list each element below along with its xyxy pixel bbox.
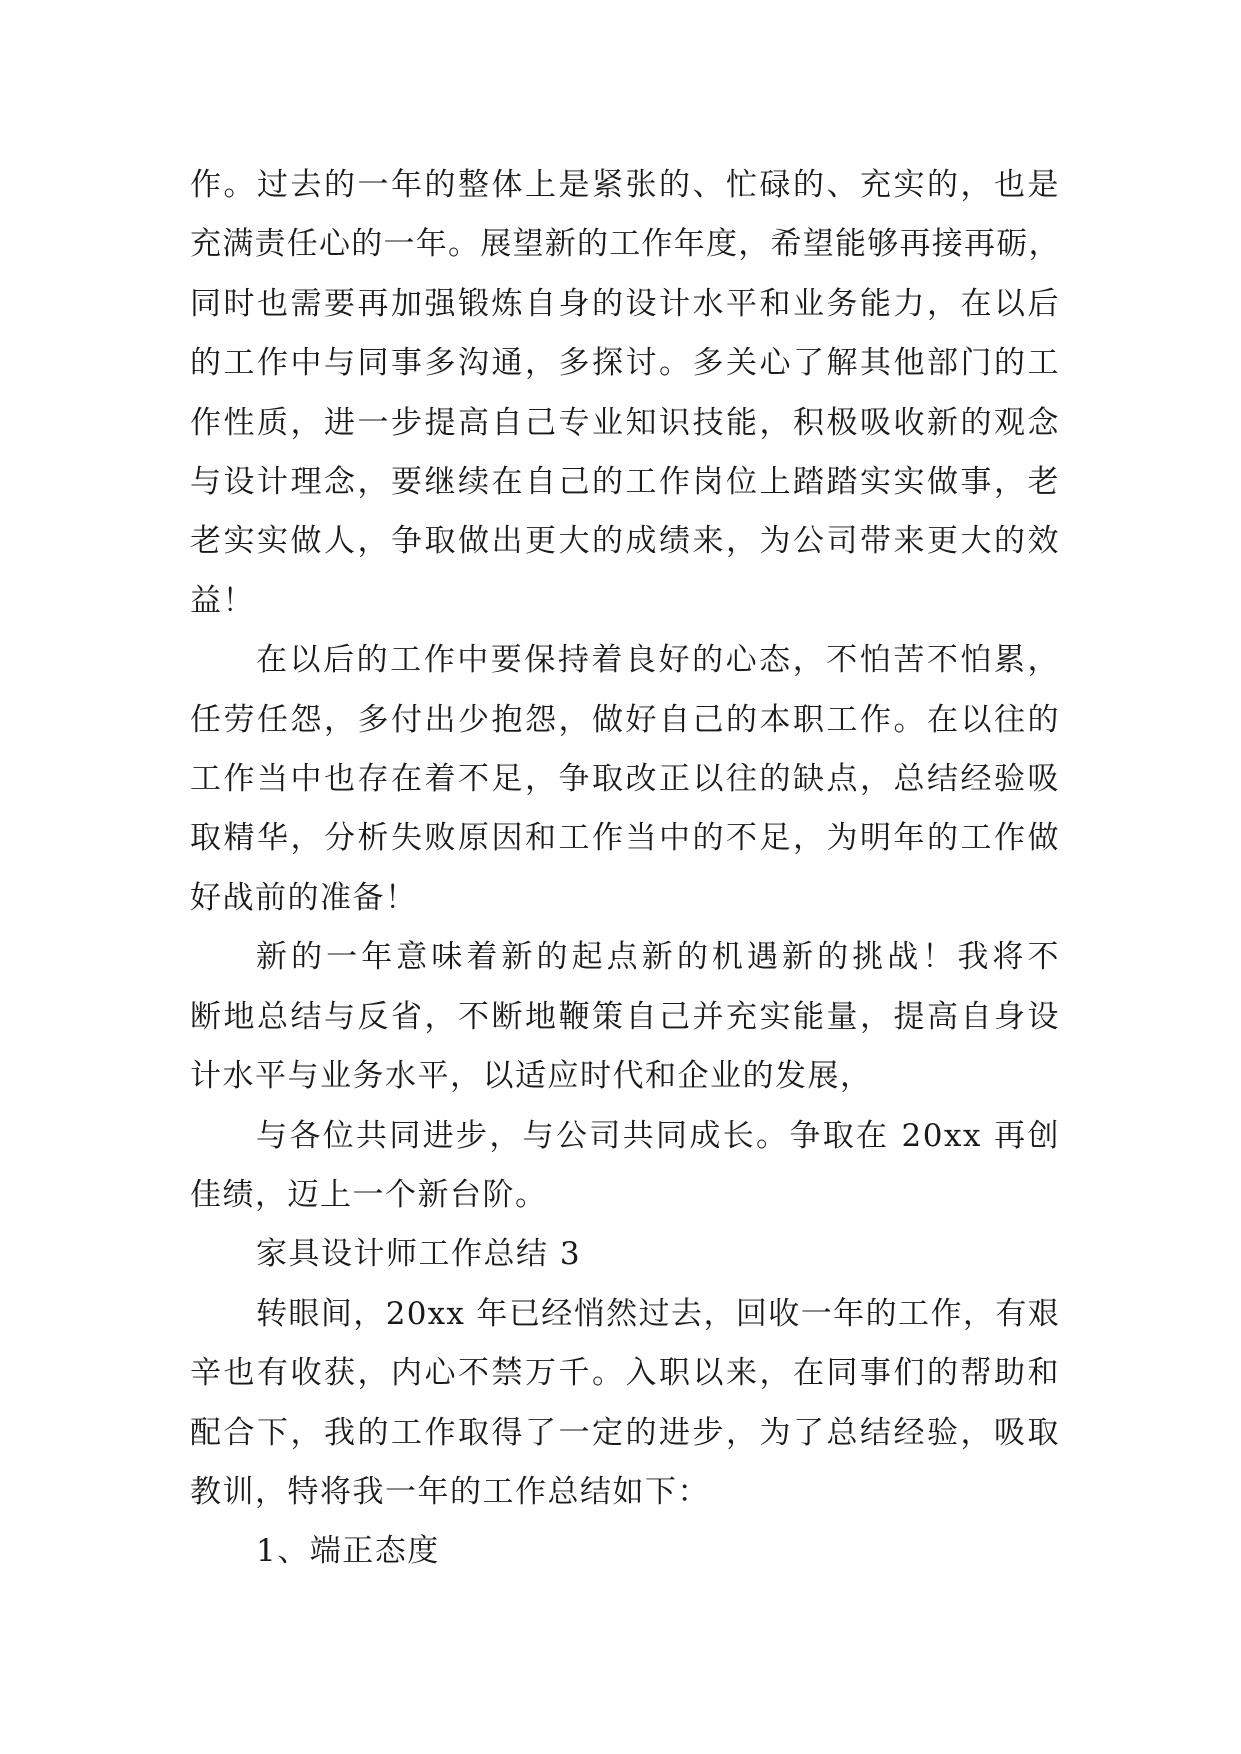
- text-line: 作性质，进一步提高自己专业知识技能，积极吸收新的观念: [190, 404, 1060, 441]
- list-item-heading: [190, 1522, 1060, 1581]
- text-line: 配合下，我的工作取得了一定的进步，为了总结经验，吸取: [190, 1414, 1060, 1451]
- paragraph-new-year: [190, 928, 1060, 1106]
- list-item-title: 1、端正态度: [256, 1533, 440, 1570]
- text-line: 断地总结与反省，不断地鞭策自己并充实能量，提高自身设: [190, 998, 1060, 1035]
- text-line: 充满责任心的一年。展望新的工作年度，希望能够再接再砺，: [190, 226, 1061, 263]
- text-line: 转眼间，20xx 年已经悄然过去，回收一年的工作，有艰: [256, 1295, 1060, 1332]
- text-line: 老实实做人，争取做出更大的成绩来，为公司带来更大的效: [190, 523, 1060, 560]
- text-line: 计水平与业务水平，以适应时代和企业的发展，: [190, 1058, 873, 1095]
- text-line: 益！: [190, 582, 255, 619]
- text-line: 在以后的工作中要保持着良好的心态，不怕苦不怕累，: [256, 642, 1060, 679]
- paragraph-progress: [190, 1107, 1060, 1226]
- text-line: 作。过去的一年的整体上是紧张的、忙碌的、充实的，也是: [190, 167, 1060, 203]
- document-body: [190, 156, 1060, 1582]
- text-line: 同时也需要再加强锻炼自身的设计水平和业务能力，在以后: [190, 285, 1060, 322]
- text-line: 佳绩，迈上一个新台阶。: [190, 1176, 548, 1213]
- text-line: 工作当中也存在着不足，争取改正以往的缺点，总结经验吸: [190, 761, 1060, 798]
- paragraph-attitude: [190, 631, 1060, 928]
- paragraph-work-summary-closing: [190, 156, 1060, 631]
- text-line: 辛也有收获，内心不禁万千。入职以来，在同事们的帮助和: [190, 1355, 1060, 1392]
- text-line: 的工作中与同事多沟通，多探讨。多关心了解其他部门的工: [190, 345, 1060, 382]
- text-line: 新的一年意味着新的起点新的机遇新的挑战！我将不: [256, 939, 1060, 976]
- text-line: 任劳任怨，多付出少抱怨，做好自己的本职工作。在以往的: [190, 701, 1060, 738]
- text-line: 取精华，分析失败原因和工作当中的不足，为明年的工作做: [190, 820, 1060, 857]
- paragraph-intro: [190, 1285, 1060, 1523]
- text-line: 教训，特将我一年的工作总结如下：: [190, 1473, 710, 1510]
- text-line: 与各位共同进步，与公司共同成长。争取在 20xx 再创: [256, 1117, 1060, 1154]
- text-line: 好战前的准备！: [190, 879, 418, 916]
- section-heading: [190, 1225, 1060, 1284]
- text-line: 与设计理念，要继续在自己的工作岗位上踏踏实实做事，老: [190, 464, 1060, 501]
- section-title: 家具设计师工作总结 3: [256, 1236, 582, 1273]
